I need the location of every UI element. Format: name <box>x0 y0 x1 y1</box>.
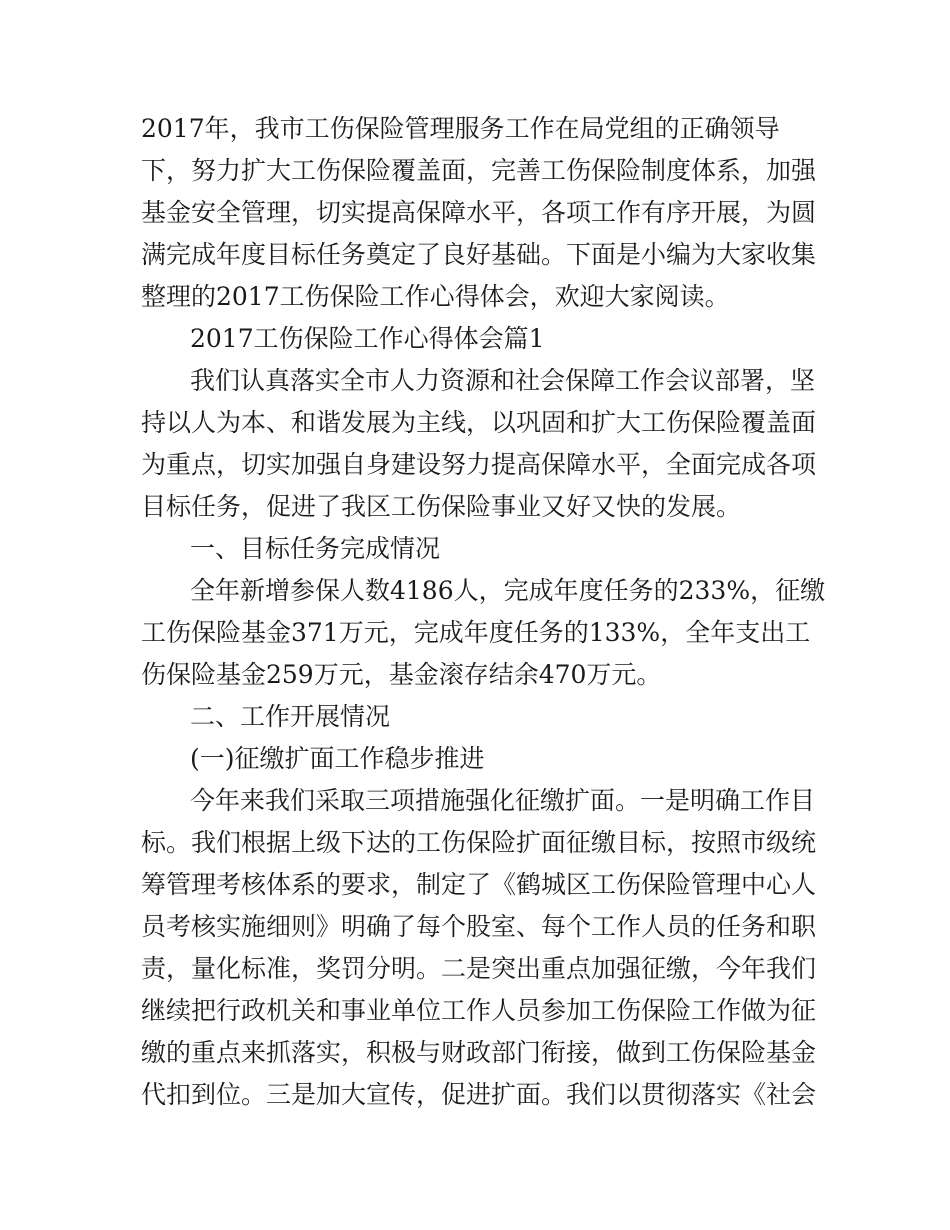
body-line: 工伤保险基金371万元，完成年度任务的133%，全年支出工 <box>141 618 811 647</box>
body-line: 代扣到位。三是加大宣传，促进扩面。我们以贯彻落实《社会 <box>141 1080 817 1109</box>
intro-line-5: 整理的2017工伤保险工作心得体会，欢迎大家阅读。 <box>141 282 730 311</box>
body-line: 为重点，切实加强自身建设努力提高保障水平，全面完成各项 <box>141 450 817 479</box>
intro-line-4: 满完成年度目标任务奠定了良好基础。下面是小编为大家收集 <box>141 240 817 269</box>
section-title: 2017工伤保险工作心得体会篇1 <box>190 324 545 353</box>
intro-line-2: 下，努力扩大工伤保险覆盖面，完善工伤保险制度体系，加强 <box>141 156 817 185</box>
heading-target-tasks: 一、目标任务完成情况 <box>190 534 441 563</box>
body-line: 责，量化标准，奖罚分明。二是突出重点加强征缴，今年我们 <box>141 954 817 983</box>
body-line: 继续把行政机关和事业单位工作人员参加工伤保险工作做为征 <box>141 996 817 1025</box>
subheading-collection: (一)征缴扩面工作稳步推进 <box>190 744 485 773</box>
body-line: 目标任务，促进了我区工伤保险事业又好又快的发展。 <box>141 492 742 521</box>
intro-line-3: 基金安全管理，切实提高保障水平，各项工作有序开展，为圆 <box>141 198 817 227</box>
heading-work-progress: 二、工作开展情况 <box>190 702 391 731</box>
body-line: 今年来我们采取三项措施强化征缴扩面。一是明确工作目 <box>190 786 816 815</box>
body-line: 全年新增参保人数4186人，完成年度任务的233%，征缴 <box>190 576 826 605</box>
body-line: 我们认真落实全市人力资源和社会保障工作会议部署，坚 <box>190 366 816 395</box>
body-line: 缴的重点来抓落实，积极与财政部门衔接，做到工伤保险基金 <box>141 1038 817 1067</box>
body-line: 伤保险基金259万元，基金滚存结余470万元。 <box>141 660 662 689</box>
body-line: 持以人为本、和谐发展为主线，以巩固和扩大工伤保险覆盖面 <box>141 408 817 437</box>
body-line: 标。我们根据上级下达的工伤保险扩面征缴目标，按照市级统 <box>141 828 817 857</box>
body-line: 筹管理考核体系的要求，制定了《鹤城区工伤保险管理中心人 <box>141 870 817 899</box>
body-line: 员考核实施细则》明确了每个股室、每个工作人员的任务和职 <box>141 912 817 941</box>
intro-line-1: 2017年，我市工伤保险管理服务工作在局党组的正确领导 <box>141 114 780 143</box>
